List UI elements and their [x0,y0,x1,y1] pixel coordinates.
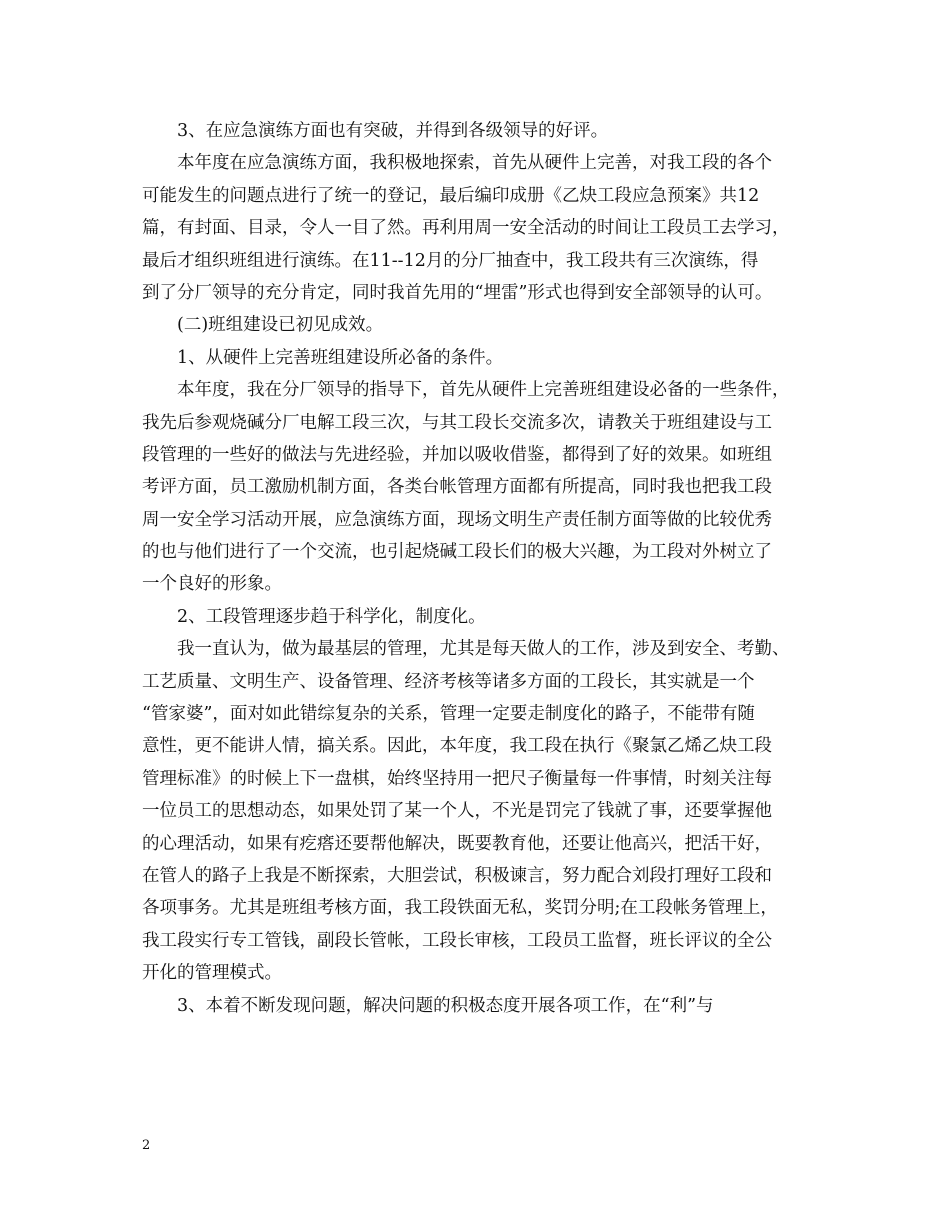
text-line: 考评方面，员工激励机制方面，各类台帐管理方面都有所提高，同时我也把我工段 [142,477,772,498]
text-line: 各项事务。尤其是班组考核方面，我工段铁面无私，奖罚分明;在工段帐务管理上， [142,898,778,919]
text-line: 我先后参观烧碱分厂电解工段三次，与其工段长交流多次，请教关于班组建设与工 [142,412,772,433]
text-line: 我工段实行专工管钱，副段长管帐，工段长审核，工段员工监督，班长评议的全公 [142,930,772,951]
text-line: 的心理活动，如果有疙瘩还要帮他解决，既要教育他，还要让他高兴，把活干好， [142,833,772,854]
text-line: 周一安全学习活动开展，应急演练方面，现场文明生产责任制方面等做的比较优秀 [142,509,772,530]
text-line: 我一直认为，做为最基层的管理，尤其是每天做人的工作，涉及到安全、考勤、 [177,639,790,660]
text-line: 到了分厂领导的充分肯定，同时我首先用的“埋雷”形式也得到安全部领导的认可。 [142,282,773,303]
body-text [142,115,832,1022]
text-line: 工艺质量、文明生产、设备管理、经济考核等诸多方面的工段长，其实就是一个 [142,671,755,692]
text-line: 在管人的路子上我是不断探索，大胆尝试，积极谏言，努力配合刘段打理好工段和 [142,865,772,886]
text-line: 最后才组织班组进行演练。在11--12月的分厂抽查中，我工段共有三次演练，得 [142,250,759,271]
text-line: 一位员工的思想动态，如果处罚了某一个人，不光是罚完了钱就了事，还要掌握他 [142,801,772,822]
text-line: 篇，有封面、目录，令人一目了然。再利用周一安全活动的时间让工段员工去学习， [142,218,790,239]
page-number: 2 [142,1138,151,1153]
text-line: 段管理的一些好的做法与先进经验，并加以吸收借鉴，都得到了好的效果。如班组 [142,444,772,465]
text-line: 1、从硬件上完善班组建设所必备的条件。 [177,347,504,368]
text-line: 一个良好的形象。 [142,574,282,595]
text-line: 可能发生的问题点进行了统一的登记，最后编印成册《乙炔工段应急预案》共12 [142,185,760,206]
text-line: 的也与他们进行了一个交流，也引起烧碱工段长们的极大兴趣，为工段对外树立了 [142,542,772,563]
text-line: 3、在应急演练方面也有突破，并得到各级领导的好评。 [177,121,609,141]
text-line: 本年度在应急演练方面，我积极地探索，首先从硬件上完善，对我工段的各个 [177,153,772,174]
text-line: (二)班组建设已初见成效。 [177,315,384,336]
text-line: 3、本着不断发现问题，解决问题的积极态度开展各项工作，在“利”与 [177,995,714,1016]
text-line: “管家婆”，面对如此错综复杂的关系，管理一定要走制度化的路子，不能带有随 [142,704,755,725]
text-line: 本年度，我在分厂领导的指导下，首先从硬件上完善班组建设必备的一些条件， [177,380,790,401]
text-line: 意性，更不能讲人情，搞关系。因此，本年度，我工段在执行《聚氯乙烯乙炔工段 [142,736,772,757]
text-line: 管理标准》的时候上下一盘棋，始终坚持用一把尺子衡量每一件事情，时刻关注每 [142,768,772,789]
text-line: 开化的管理模式。 [142,963,282,984]
text-line: 2、工段管理逐步趋于科学化，制度化。 [177,606,486,627]
